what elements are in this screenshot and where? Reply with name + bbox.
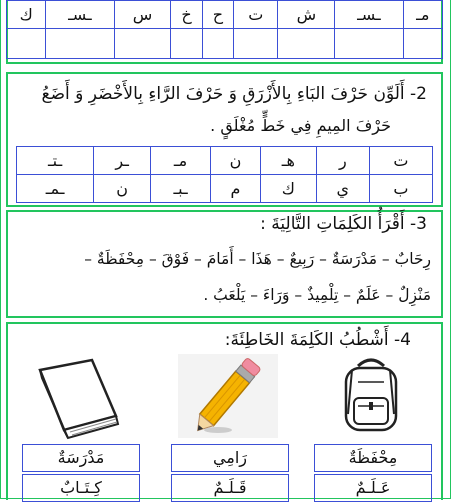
letter-cell[interactable]: ب <box>369 175 432 203</box>
section-strike-wrong-word <box>6 322 443 500</box>
answer-cell[interactable] <box>171 29 202 59</box>
letter-cell: ـسـ <box>335 1 403 29</box>
letter-cell[interactable]: ـتـ <box>17 147 94 175</box>
letter-cell[interactable]: ـمـ <box>17 175 94 203</box>
letter-cell: خ <box>171 1 202 29</box>
book-icon <box>30 356 130 440</box>
words-line-1: رِحَابٌ – مَدْرَسَةٌ – رَبِيعٌ – هَذَا – أَمَامَ – فَوْقَ – مِحْفَظَةٌ – <box>84 250 431 268</box>
letter-cell[interactable]: ن <box>210 147 260 175</box>
words-line-2: مَنْزِلٌ – عَلَمٌ – تِلْمِيذٌ – وَرَاءَ – يَلْعَبُ . <box>203 286 431 304</box>
exercise-instruction: أَشْطُبُ الكَلِمَةَ الخَاطِئَةَ: <box>224 330 389 350</box>
word-option[interactable]: رَامِي <box>171 444 289 472</box>
empty-answer-row <box>7 29 443 59</box>
letter-cell[interactable]: ت <box>369 147 432 175</box>
letter-cell[interactable]: هـ <box>261 147 317 175</box>
exercise-2-instruction-line2: حَرْفَ المِيمِ فِي خَطٍّ مُغْلَقٍ . <box>210 116 391 135</box>
answer-cell[interactable] <box>202 29 233 59</box>
letter-cell[interactable]: ن <box>94 175 151 203</box>
answer-cell[interactable] <box>7 29 46 59</box>
pencil-icon <box>178 354 278 438</box>
letter-cell: ت <box>234 1 278 29</box>
exercise-number: 3- <box>410 214 427 234</box>
letters-row <box>17 147 433 175</box>
letter-cell[interactable]: م <box>210 175 260 203</box>
exercise-4-heading <box>225 330 411 350</box>
backpack-icon <box>316 356 426 436</box>
letter-cell: ح <box>202 1 233 29</box>
letter-cell[interactable]: مـ <box>151 147 211 175</box>
answer-cell[interactable] <box>403 29 442 59</box>
answer-cell[interactable] <box>46 29 114 59</box>
answer-cell[interactable] <box>335 29 403 59</box>
section-coloring-exercise <box>6 72 443 207</box>
answer-cell[interactable] <box>234 29 278 59</box>
exercise-number: 4- <box>394 330 411 350</box>
coloring-letters-table <box>16 146 433 203</box>
letters-table <box>6 0 443 59</box>
exercise-2-heading <box>42 84 427 104</box>
letter-cell: ـسـ <box>46 1 114 29</box>
answer-cell[interactable] <box>114 29 171 59</box>
word-option[interactable]: عَـلَـمٌ <box>314 474 432 502</box>
word-option[interactable]: مَدْرَسَةٌ <box>22 444 140 472</box>
section-letters-table <box>6 0 443 64</box>
letter-cell[interactable]: ي <box>316 175 369 203</box>
letter-cell[interactable]: ـر <box>94 147 151 175</box>
letter-cell[interactable]: ـبـ <box>151 175 211 203</box>
letter-cell: ش <box>278 1 335 29</box>
letter-cell[interactable]: ر <box>316 147 369 175</box>
letters-row <box>17 175 433 203</box>
exercise-instruction: أَقْرَأُ الكَلِمَاتِ التَّالِيَةَ : <box>260 214 405 234</box>
exercise-instruction: أَلَوِّن حَرْفَ البَاءِ بِالأَزْرَقِ وَ حَرْفَ الرَّاءِ بِالأَخْضَرِ وَ أَضَعُ <box>41 84 405 104</box>
letters-row <box>7 1 443 29</box>
word-option[interactable]: مِحْفَظَةٌ <box>314 444 432 472</box>
letter-cell: س <box>114 1 171 29</box>
letter-cell: ك <box>7 1 46 29</box>
section-reading-exercise <box>6 210 443 318</box>
exercise-3-heading <box>260 214 427 234</box>
letter-cell: مـ <box>403 1 442 29</box>
letter-cell[interactable]: ك <box>261 175 317 203</box>
exercise-number: 2- <box>410 84 427 104</box>
answer-cell[interactable] <box>278 29 335 59</box>
word-option[interactable]: كِـتَـابٌ <box>22 474 140 502</box>
word-option[interactable]: قَـلَـمٌ <box>171 474 289 502</box>
